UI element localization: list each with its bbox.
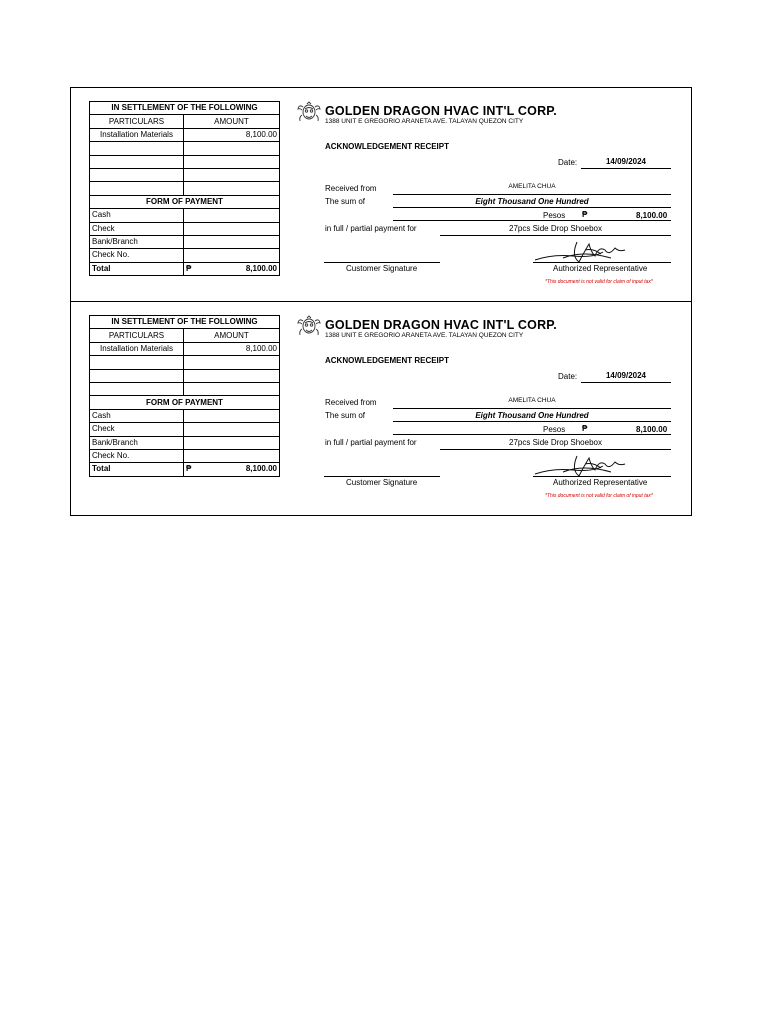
cash-label: Cash [90,409,184,422]
pesos-amount: 8,100.00 [636,211,668,220]
form-of-payment-header: FORM OF PAYMENT [90,396,280,409]
empty-cell [90,155,184,168]
date-line [581,382,671,383]
received-from-value: AMELITA CHUA [508,397,556,404]
empty-cell [90,369,184,382]
date-line [581,168,671,169]
date-value: 14/09/2024 [605,371,647,380]
company-name: GOLDEN DRAGON HVAC INT'L CORP. [325,318,557,332]
received-from-label: Received from [325,184,377,193]
date-label: Date: [558,158,578,167]
check-value [184,423,280,436]
check-label: Check [90,222,184,235]
settlement-table [89,101,280,276]
peso-sign: ₱ [582,210,588,219]
sum-words: Eight Thousand One Hundred [475,411,589,420]
item-particular: Installation Materials [90,342,184,355]
check-value [184,222,280,235]
customer-signature-label: Customer Signature [346,264,418,273]
disclaimer-note: *This document is not valid for claim of input tax* [545,279,653,285]
pesos-line [393,220,671,221]
received-from-label: Received from [325,398,377,407]
empty-cell [184,356,280,369]
peso-sign: ₱ [186,263,192,273]
total-amount-cell [184,463,280,476]
pesos-line [393,434,671,435]
total-label: Total [90,463,184,476]
company-name: GOLDEN DRAGON HVAC INT'L CORP. [325,104,557,118]
date-value: 14/09/2024 [605,157,647,166]
disclaimer-note: *This document is not valid for claim of input tax* [545,493,653,499]
empty-cell [90,382,184,395]
amount-header: AMOUNT [184,115,280,128]
particulars-header: PARTICULARS [90,329,184,342]
received-from-line [393,408,671,409]
company-address: 1388 UNIT E GREGORIO ARANETA AVE. TALAYAN QUEZON CITY [325,332,524,339]
payment-for-value: 27pcs Side Drop Shoebox [509,438,602,447]
sum-line [393,421,671,422]
pesos-label: Pesos [543,425,566,434]
check-label: Check [90,423,184,436]
settlement-table [89,315,280,477]
total-amount: 8,100.00 [245,464,277,474]
cash-value [184,409,280,422]
particulars-header: PARTICULARS [90,115,184,128]
payment-for-label: in full / partial payment for [325,438,417,447]
dragon-logo-icon [297,101,321,123]
total-amount-cell [184,262,280,275]
item-amount: 8,100.00 [184,342,280,355]
cash-label: Cash [90,209,184,222]
dragon-logo-icon [297,315,321,337]
amount-header: AMOUNT [184,329,280,342]
cash-value [184,209,280,222]
bank-branch-label: Bank/Branch [90,436,184,449]
sum-words: Eight Thousand One Hundred [475,197,589,206]
check-no-label: Check No. [90,249,184,262]
empty-cell [184,155,280,168]
check-no-label: Check No. [90,449,184,462]
sum-label: The sum of [325,411,366,420]
received-from-value: AMELITA CHUA [508,183,556,190]
authorized-signature-line [533,262,671,263]
receipt-1 [70,87,692,302]
peso-sign: ₱ [582,424,588,433]
total-amount: 8,100.00 [245,263,277,273]
empty-cell [90,182,184,195]
empty-cell [184,382,280,395]
receipt-2 [70,301,692,516]
sum-label: The sum of [325,197,366,206]
empty-cell [184,142,280,155]
customer-signature-line [324,262,440,263]
received-from-line [393,194,671,195]
bank-branch-value [184,436,280,449]
authorized-label: Authorized Representative [553,478,648,487]
customer-signature-label: Customer Signature [346,478,418,487]
payment-for-label: in full / partial payment for [325,224,417,233]
empty-cell [90,356,184,369]
empty-cell [184,369,280,382]
receipt-title: ACKNOWLEDGEMENT RECEIPT [325,142,449,151]
pesos-label: Pesos [543,211,566,220]
settlement-header: IN SETTLEMENT OF THE FOLLOWING [90,316,280,329]
company-address: 1388 UNIT E GREGORIO ARANETA AVE. TALAYAN QUEZON CITY [325,118,524,125]
sum-line [393,207,671,208]
settlement-header: IN SETTLEMENT OF THE FOLLOWING [90,102,280,115]
empty-cell [184,182,280,195]
form-of-payment-header: FORM OF PAYMENT [90,195,280,208]
empty-cell [184,168,280,181]
check-no-value [184,249,280,262]
payment-for-value: 27pcs Side Drop Shoebox [509,224,602,233]
empty-cell [90,168,184,181]
bank-branch-label: Bank/Branch [90,235,184,248]
check-no-value [184,449,280,462]
customer-signature-line [324,476,440,477]
pesos-amount: 8,100.00 [636,425,668,434]
bank-branch-value [184,235,280,248]
item-amount: 8,100.00 [184,128,280,141]
total-label: Total [90,262,184,275]
item-particular: Installation Materials [90,128,184,141]
empty-cell [90,142,184,155]
date-label: Date: [558,372,578,381]
authorized-signature-line [533,476,671,477]
receipt-title: ACKNOWLEDGEMENT RECEIPT [325,356,449,365]
authorized-label: Authorized Representative [553,264,648,273]
peso-sign: ₱ [186,464,192,474]
